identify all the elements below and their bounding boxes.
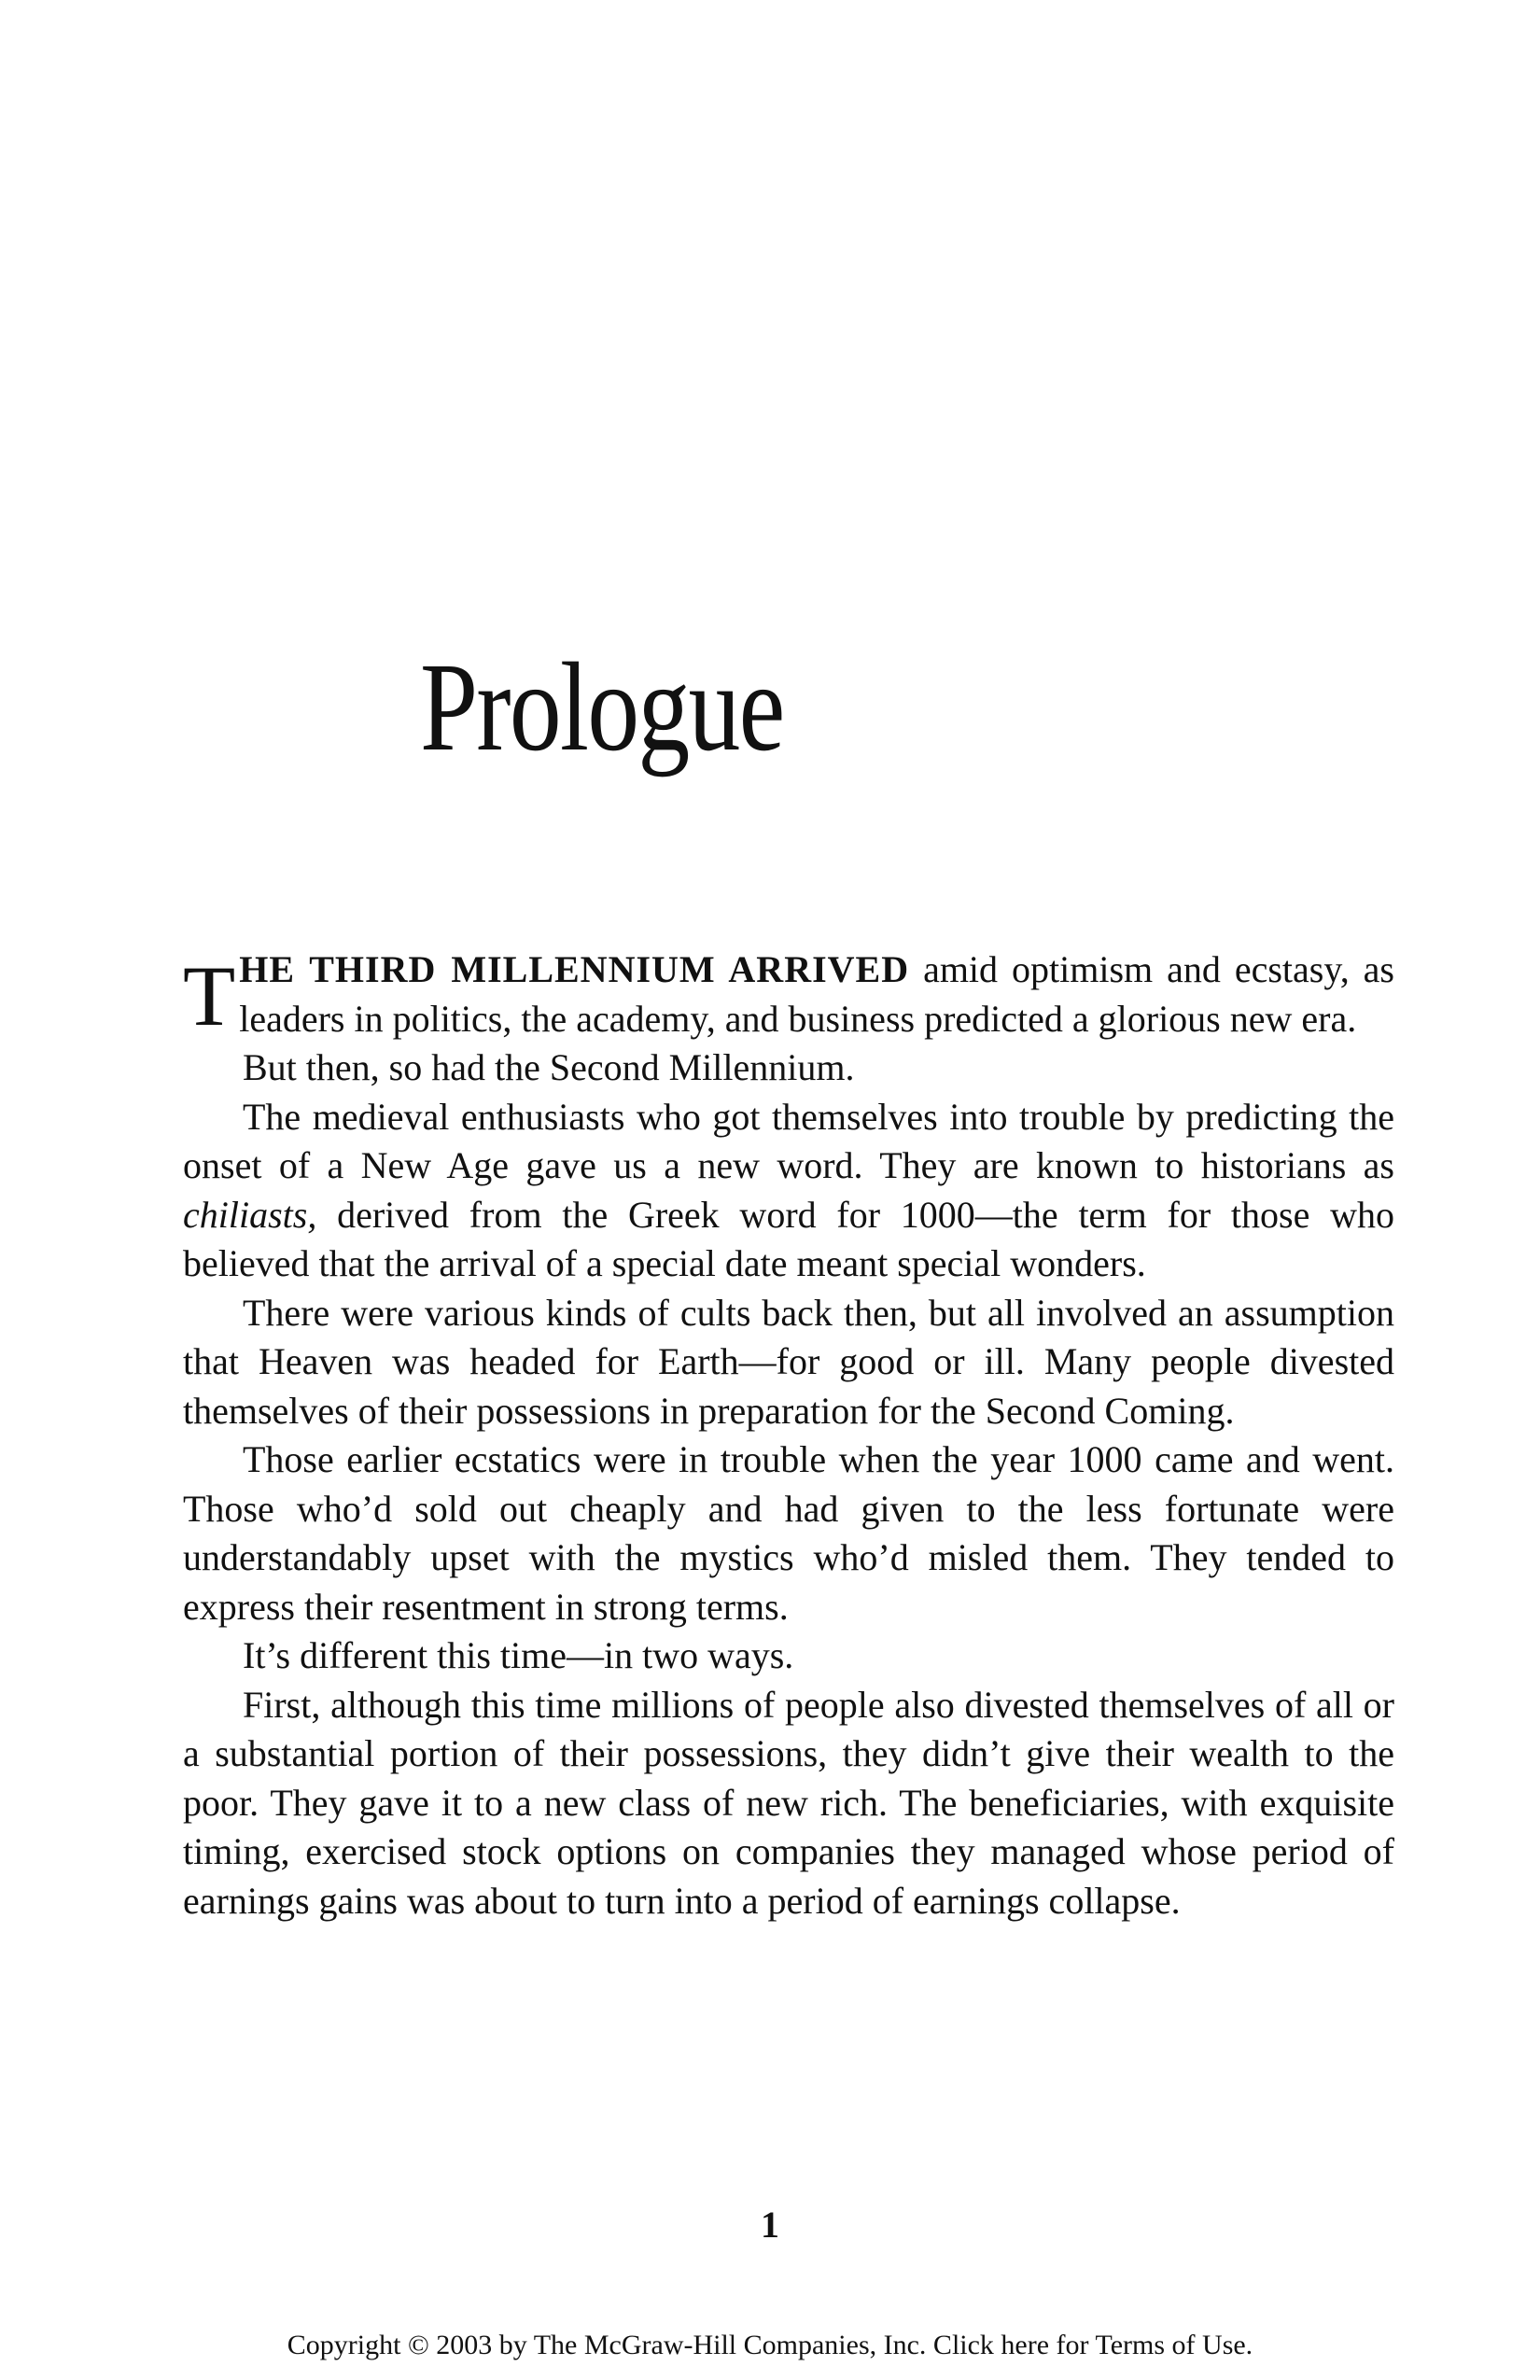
paragraph-3-italic: chiliasts, [183, 1193, 317, 1236]
body-text [183, 945, 1394, 1925]
drop-cap: T [183, 948, 236, 1043]
paragraph-7: First, although this time millions of people also divested themselves of all or a substantial portion of their possessions, they didn’t give their wealth to the poor. They gave it to a new class of new rich. The beneficiaries, with exquisite timing, exercised stock options on companies they managed whose period of earnings gains was about to turn into a period of earnings collapse. [183, 1683, 1394, 1922]
paragraph-3-after: derived from the Greek word for 1000—the term for those who believed that the arrival of a special date meant special wonders. [183, 1193, 1394, 1284]
opening-text: amid optimism and ecstasy, as leaders in politics, the academy, and business predicted a glorious new era. [239, 948, 1395, 1040]
page-number: 1 [761, 2204, 779, 2246]
paragraph-6: It’s different this time—in two ways. [243, 1634, 794, 1676]
paragraph-3 [183, 1093, 1394, 1289]
opening-small-caps: HE THIRD MILLENNIUM ARRIVED [239, 948, 910, 990]
page-title: Prologue [420, 637, 784, 777]
opening-paragraph [183, 945, 1394, 1043]
paragraph-2: But then, so had the Second Millennium. [243, 1046, 855, 1088]
copyright-notice[interactable]: Copyright © 2003 by The McGraw-Hill Companies, Inc. Click here for Terms of Use. [287, 2330, 1253, 2360]
paragraph-3-before: The medieval enthusiasts who got themselves into trouble by predicting the onset of a New Age gave us a new word. They are known to historians as [183, 1095, 1394, 1186]
paragraph-4: There were various kinds of cults back then, but all involved an assumption that Heaven was headed for Earth—for good or ill. Many people divested themselves of their possessions in preparation for the Second Coming. [183, 1291, 1394, 1432]
paragraph-5: Those earlier ecstatics were in trouble when the year 1000 came and went. Those who’d sold out cheaply and had given to the less fortunate were understandably upset with the mystics who’d misled them. They tended to express their resentment in strong terms. [183, 1438, 1394, 1628]
